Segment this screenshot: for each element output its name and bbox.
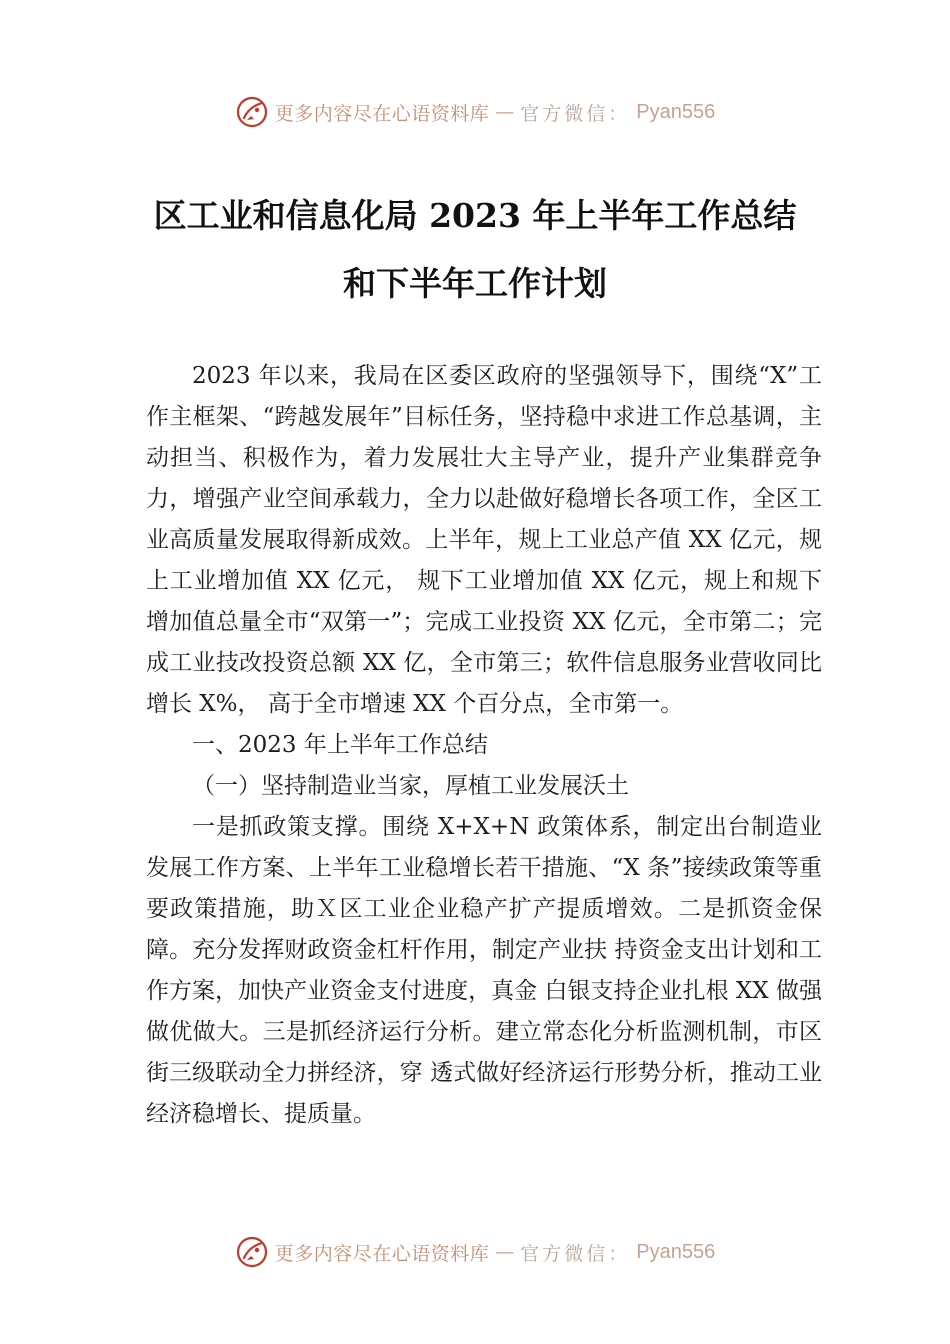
document-title-line1: 区工业和信息化局 2023 年上半年工作总结 (153, 196, 797, 235)
watermark-wechat-id: Pyan556 (636, 1240, 716, 1263)
watermark-brand: 更多内容尽在心语资料库 (274, 102, 490, 125)
footer-watermark (0, 1232, 950, 1272)
watermark-official-label: 官方微信： (520, 1242, 631, 1265)
subsection-heading: （一）坚持制造业当家，厚植工业发展沃土 (192, 773, 629, 799)
intro-paragraph: 2023 年以来，我局在区委区政府的坚强领导下，围绕“X”工作主框架、“跨越发展年”目标任务，坚持稳中求进工作总基调，主动担当、积极作为，着力发展壮大主导产业，提升产业集群竞争力，增强产业空间承载力，全力以赴做好稳增长各项工作，全区工业高质量发展取得新成效。上半年，规上工业总产值 XX 亿元，规上工业增加值 XX 亿元， 规下工业增加值 XX 亿元，规上和规下增加值总量全市“双第一”；完成工业投资 XX 亿元，全市第二；完成工业技改投资总额 XX 亿，全市第三；软件信息服务业营收同比增长 X%， 高于全市增速 XX 个百分点，全市第一。 (146, 363, 822, 717)
watermark-separator: — (495, 101, 515, 123)
watermark-official-label: 官方微信： (520, 102, 631, 125)
document-title-line2: 和下半年工作计划 (343, 264, 607, 303)
section-heading: 一、2023 年上半年工作总结 (192, 732, 488, 758)
watermark-brand: 更多内容尽在心语资料库 (274, 1242, 490, 1265)
brand-logo-icon (235, 1235, 269, 1269)
brand-logo-icon (235, 95, 269, 129)
body-paragraph: 一是抓政策支撑。围绕 X+X+N 政策体系，制定出台制造业发展工作方案、上半年工业稳增长若干措施、“X 条”接续政策等重要政策措施，助Ｘ区工业企业稳产扩产提质增效。二是抓资金保障。充分发挥财政资金杠杆作用，制定产业扶 持资金支出计划和工作方案，加快产业资金支付进度，真金 白银支持企业扎根 XX 做强做优做大。三是抓经济运行分析。建立常态化分析监测机制，市区街三级联动全力拼经济，穿 透式做好经济运行形势分析，推动工业经济稳增长、提质量。 (146, 814, 822, 1127)
header-watermark (0, 92, 950, 132)
watermark-separator: — (495, 1241, 515, 1263)
document-body (146, 356, 822, 1135)
watermark-wechat-id: Pyan556 (636, 100, 716, 123)
